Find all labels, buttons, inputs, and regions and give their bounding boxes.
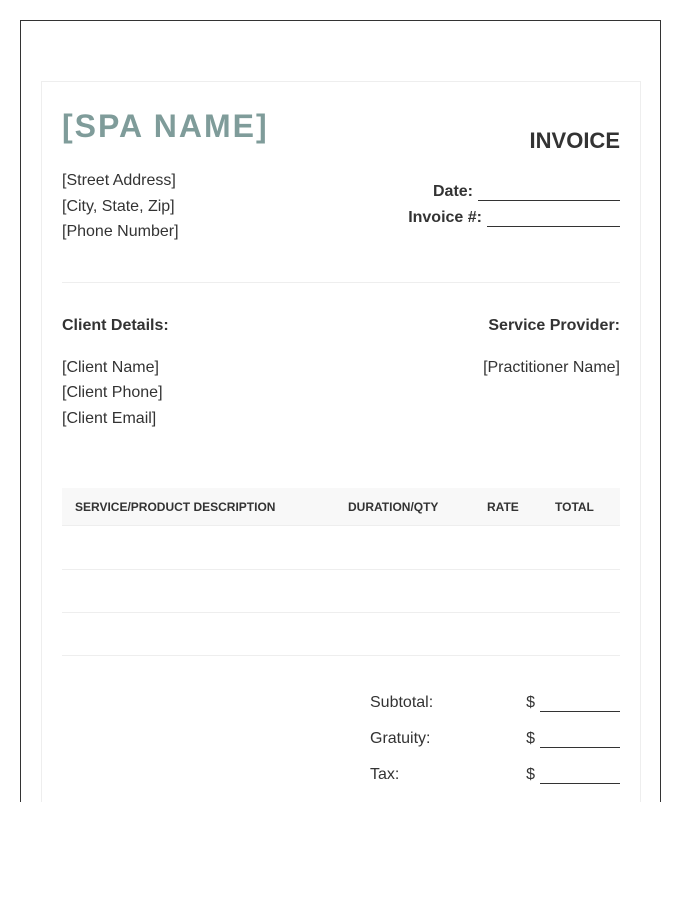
subtotal-value <box>526 694 620 712</box>
subtotal-field[interactable] <box>540 695 620 712</box>
invoice-number-field[interactable] <box>487 210 620 227</box>
column-rate: RATE <box>487 500 519 514</box>
spa-name: [SPA NAME] <box>62 108 269 144</box>
phone-number: [Phone Number] <box>62 223 179 240</box>
date-row <box>433 183 620 201</box>
tax-field[interactable] <box>540 767 620 784</box>
subtotal-label: Subtotal: <box>370 694 434 711</box>
client-phone: [Client Phone] <box>62 384 163 401</box>
city-state-zip: [City, State, Zip] <box>62 198 175 215</box>
table-row <box>62 655 620 656</box>
practitioner-name: [Practitioner Name] <box>483 359 620 376</box>
date-label: Date: <box>432 183 473 200</box>
client-email: [Client Email] <box>62 410 157 427</box>
currency-symbol: $ <box>526 730 535 747</box>
tax-value <box>526 766 620 784</box>
currency-symbol: $ <box>526 766 535 783</box>
column-description: SERVICE/PRODUCT DESCRIPTION <box>75 500 276 514</box>
table-row <box>62 569 620 570</box>
column-total: TOTAL <box>555 500 594 514</box>
gratuity-label: Gratuity: <box>370 730 431 747</box>
invoice-number-label: Invoice #: <box>408 209 482 226</box>
service-provider-heading: Service Provider: <box>488 317 620 334</box>
table-row <box>62 612 620 613</box>
column-duration-qty: DURATION/QTY <box>348 500 439 514</box>
tax-label: Tax: <box>370 766 400 783</box>
header-divider <box>62 282 620 283</box>
currency-symbol: $ <box>526 694 535 711</box>
client-details-heading: Client Details: <box>62 317 169 334</box>
street-address: [Street Address] <box>62 172 176 189</box>
date-field[interactable] <box>478 184 620 201</box>
invoice-title: INVOICE <box>529 128 620 153</box>
services-table-header <box>62 488 620 526</box>
gratuity-value <box>526 730 620 748</box>
invoice-number-row <box>408 209 620 227</box>
gratuity-field[interactable] <box>540 731 620 748</box>
client-name: [Client Name] <box>62 359 159 376</box>
